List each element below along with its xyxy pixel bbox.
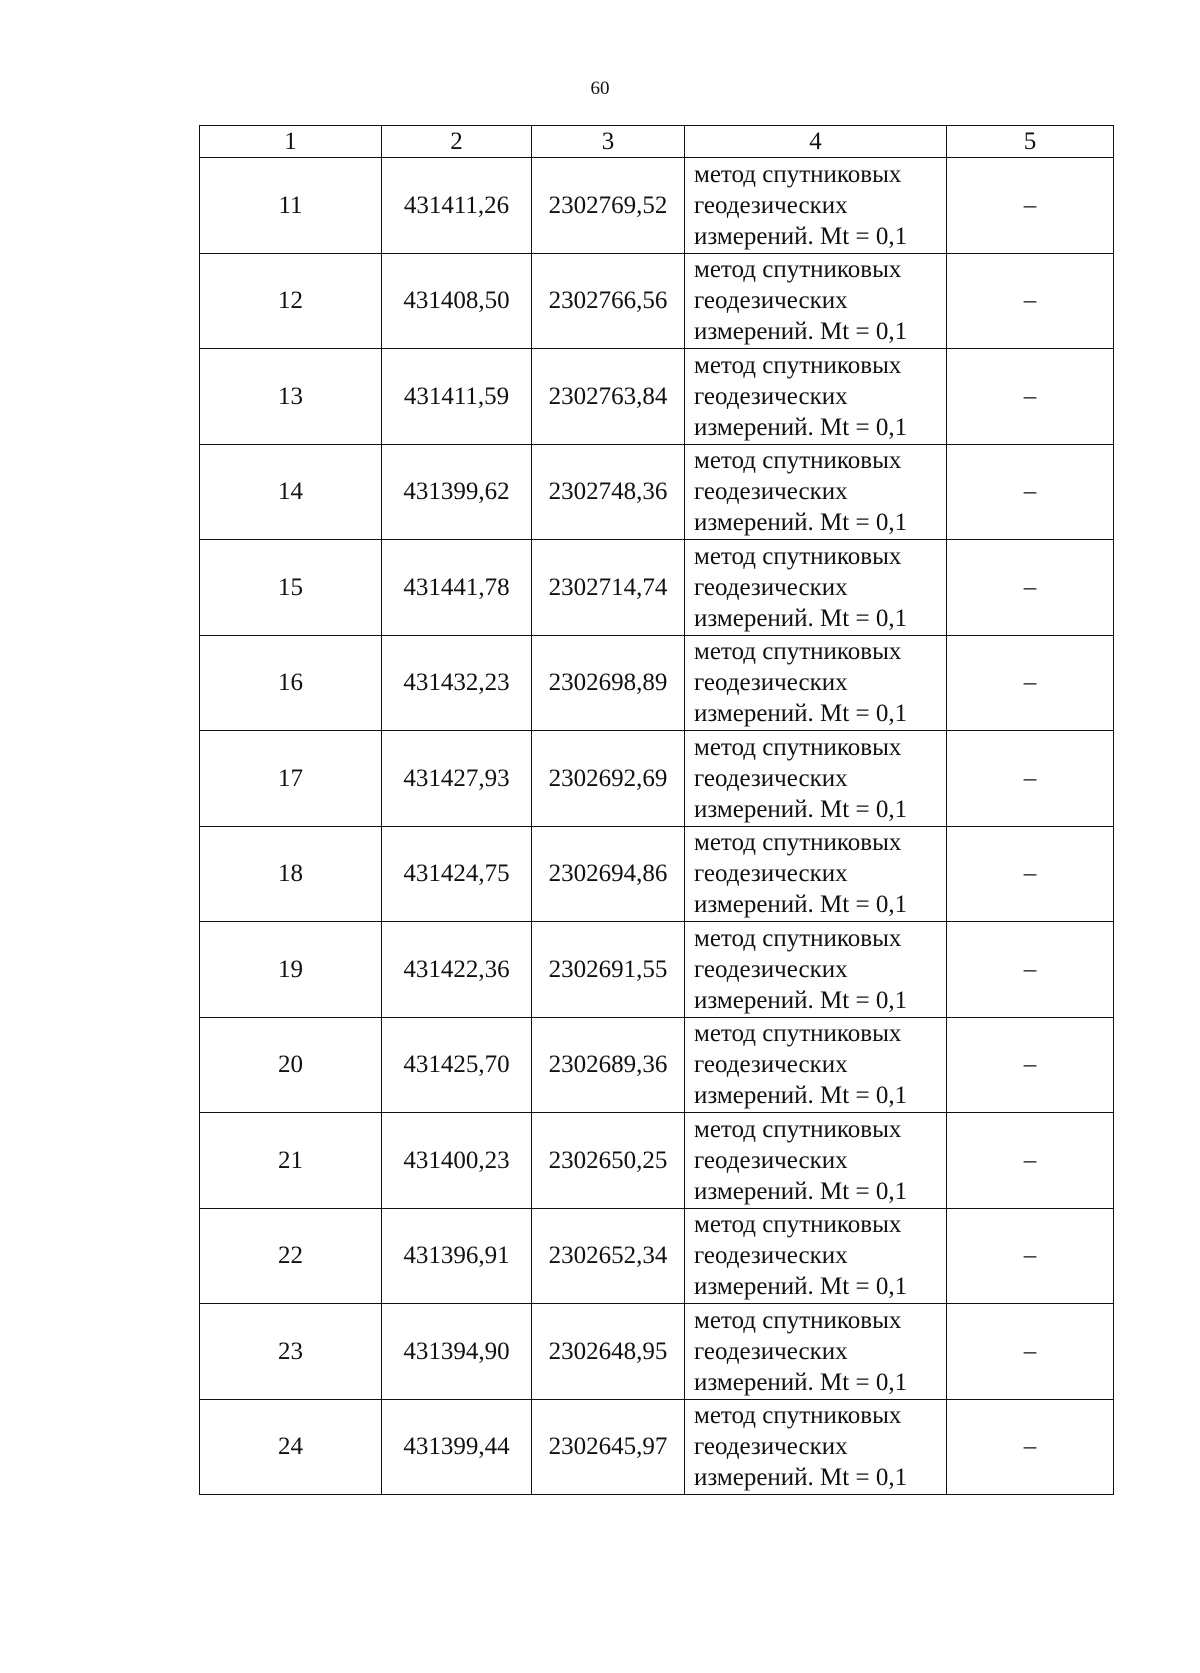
method-line: геодезических: [694, 1433, 848, 1461]
method-line: метод спутниковых: [694, 256, 902, 284]
method-line: измерений. Mt = 0,1: [694, 604, 908, 632]
method-line: геодезических: [694, 955, 848, 983]
header-col-4: 4: [685, 126, 947, 158]
method-line: метод спутниковых: [694, 542, 902, 570]
table-row: [200, 1304, 1114, 1400]
table-row: [200, 1113, 1114, 1209]
method-line: измерений. Mt = 0,1: [694, 795, 908, 823]
header-col-2: 2: [382, 126, 532, 158]
y-coordinate-cell: 2302645,97: [532, 1399, 685, 1495]
method-cell: [685, 635, 947, 731]
y-coordinate-cell: 2302689,36: [532, 1017, 685, 1113]
method-line: геодезических: [694, 669, 848, 697]
note-cell: –: [947, 731, 1114, 827]
y-coordinate-cell: 2302714,74: [532, 540, 685, 636]
y-coordinate-cell: 2302766,56: [532, 253, 685, 349]
note-cell: –: [947, 1017, 1114, 1113]
note-cell: –: [947, 253, 1114, 349]
method-line: измерений. Mt = 0,1: [694, 413, 908, 441]
method-line: метод спутниковых: [694, 160, 902, 188]
table-row: [200, 1017, 1114, 1113]
y-coordinate-cell: 2302691,55: [532, 922, 685, 1018]
note-cell: –: [947, 826, 1114, 922]
method-line: измерений. Mt = 0,1: [694, 891, 908, 919]
x-coordinate-cell: 431424,75: [382, 826, 532, 922]
x-coordinate-cell: 431425,70: [382, 1017, 532, 1113]
note-cell: –: [947, 540, 1114, 636]
header-col-1: 1: [200, 126, 382, 158]
header-col-5: 5: [947, 126, 1114, 158]
y-coordinate-cell: 2302763,84: [532, 349, 685, 445]
note-cell: –: [947, 1304, 1114, 1400]
point-number-cell: 15: [200, 540, 382, 636]
table-header-row: [200, 126, 1114, 158]
y-coordinate-cell: 2302692,69: [532, 731, 685, 827]
point-number-cell: 16: [200, 635, 382, 731]
x-coordinate-cell: 431408,50: [382, 253, 532, 349]
method-line: измерений. Mt = 0,1: [694, 986, 908, 1014]
method-line: метод спутниковых: [694, 1402, 902, 1430]
table-row: [200, 540, 1114, 636]
x-coordinate-cell: 431422,36: [382, 922, 532, 1018]
method-line: метод спутниковых: [694, 1115, 902, 1143]
method-cell: [685, 444, 947, 540]
method-line: геодезических: [694, 1051, 848, 1079]
note-cell: –: [947, 1113, 1114, 1209]
y-coordinate-cell: 2302698,89: [532, 635, 685, 731]
table-row: [200, 826, 1114, 922]
point-number-cell: 18: [200, 826, 382, 922]
method-cell: [685, 731, 947, 827]
method-cell: [685, 1113, 947, 1209]
x-coordinate-cell: 431441,78: [382, 540, 532, 636]
y-coordinate-cell: 2302650,25: [532, 1113, 685, 1209]
point-number-cell: 11: [200, 158, 382, 254]
page-number: 60: [590, 78, 610, 99]
header-col-3: 3: [532, 126, 685, 158]
note-cell: –: [947, 349, 1114, 445]
method-line: метод спутниковых: [694, 1211, 902, 1239]
y-coordinate-cell: 2302769,52: [532, 158, 685, 254]
method-cell: [685, 1017, 947, 1113]
method-cell: [685, 349, 947, 445]
table-row: [200, 349, 1114, 445]
table-row: [200, 922, 1114, 1018]
method-line: измерений. Mt = 0,1: [694, 318, 908, 346]
method-cell: [685, 922, 947, 1018]
method-line: измерений. Mt = 0,1: [694, 509, 908, 537]
y-coordinate-cell: 2302694,86: [532, 826, 685, 922]
note-cell: –: [947, 158, 1114, 254]
method-line: измерений. Mt = 0,1: [694, 222, 908, 250]
method-cell: [685, 826, 947, 922]
x-coordinate-cell: 431394,90: [382, 1304, 532, 1400]
y-coordinate-cell: 2302648,95: [532, 1304, 685, 1400]
x-coordinate-cell: 431399,62: [382, 444, 532, 540]
table-row: [200, 1208, 1114, 1304]
table-row: [200, 1399, 1114, 1495]
method-cell: [685, 1208, 947, 1304]
method-line: геодезических: [694, 764, 848, 792]
method-line: геодезических: [694, 1242, 848, 1270]
x-coordinate-cell: 431396,91: [382, 1208, 532, 1304]
table-row: [200, 444, 1114, 540]
method-cell: [685, 540, 947, 636]
note-cell: –: [947, 922, 1114, 1018]
method-line: измерений. Mt = 0,1: [694, 1368, 908, 1396]
method-line: геодезических: [694, 1337, 848, 1365]
table-body: [200, 158, 1114, 1495]
table-row: [200, 731, 1114, 827]
method-line: метод спутниковых: [694, 829, 902, 857]
method-line: метод спутниковых: [694, 924, 902, 952]
point-number-cell: 23: [200, 1304, 382, 1400]
method-line: геодезических: [694, 860, 848, 888]
x-coordinate-cell: 431400,23: [382, 1113, 532, 1209]
x-coordinate-cell: 431427,93: [382, 731, 532, 827]
method-line: метод спутниковых: [694, 638, 902, 666]
point-number-cell: 17: [200, 731, 382, 827]
method-cell: [685, 1399, 947, 1495]
point-number-cell: 13: [200, 349, 382, 445]
method-line: геодезических: [694, 382, 848, 410]
method-line: метод спутниковых: [694, 351, 902, 379]
y-coordinate-cell: 2302748,36: [532, 444, 685, 540]
point-number-cell: 22: [200, 1208, 382, 1304]
method-line: измерений. Mt = 0,1: [694, 700, 908, 728]
method-line: измерений. Mt = 0,1: [694, 1464, 908, 1492]
method-line: геодезических: [694, 287, 848, 315]
point-number-cell: 20: [200, 1017, 382, 1113]
x-coordinate-cell: 431411,26: [382, 158, 532, 254]
method-line: метод спутниковых: [694, 733, 902, 761]
method-line: измерений. Mt = 0,1: [694, 1273, 908, 1301]
method-line: геодезических: [694, 1146, 848, 1174]
y-coordinate-cell: 2302652,34: [532, 1208, 685, 1304]
method-cell: [685, 1304, 947, 1400]
x-coordinate-cell: 431411,59: [382, 349, 532, 445]
point-number-cell: 21: [200, 1113, 382, 1209]
method-line: метод спутниковых: [694, 447, 902, 475]
method-cell: [685, 253, 947, 349]
note-cell: –: [947, 1399, 1114, 1495]
method-line: геодезических: [694, 573, 848, 601]
table-row: [200, 253, 1114, 349]
point-number-cell: 24: [200, 1399, 382, 1495]
note-cell: –: [947, 444, 1114, 540]
method-cell: [685, 158, 947, 254]
point-number-cell: 14: [200, 444, 382, 540]
table-row: [200, 635, 1114, 731]
x-coordinate-cell: 431399,44: [382, 1399, 532, 1495]
table-row: [200, 158, 1114, 254]
note-cell: –: [947, 635, 1114, 731]
method-line: метод спутниковых: [694, 1306, 902, 1334]
x-coordinate-cell: 431432,23: [382, 635, 532, 731]
method-line: измерений. Mt = 0,1: [694, 1177, 908, 1205]
point-number-cell: 12: [200, 253, 382, 349]
point-number-cell: 19: [200, 922, 382, 1018]
method-line: метод спутниковых: [694, 1020, 902, 1048]
method-line: измерений. Mt = 0,1: [694, 1082, 908, 1110]
note-cell: –: [947, 1208, 1114, 1304]
method-line: геодезических: [694, 191, 848, 219]
method-line: геодезических: [694, 478, 848, 506]
coordinates-table: [199, 125, 1114, 1495]
